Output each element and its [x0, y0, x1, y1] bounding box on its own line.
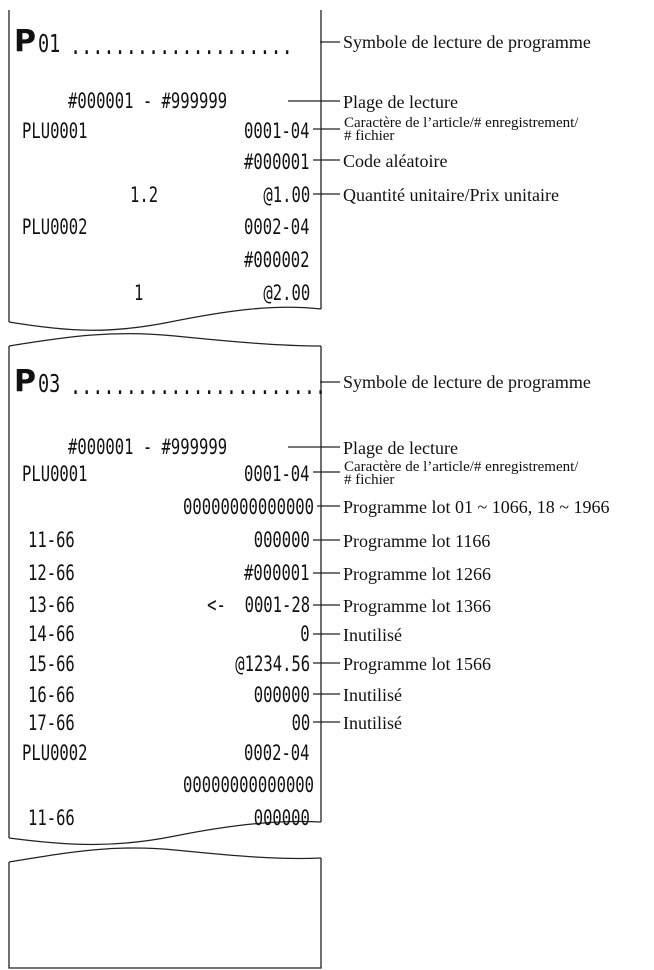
s2-row9-left: 17-66 — [28, 711, 75, 735]
s2-row8-left: 16-66 — [28, 683, 75, 707]
s2-row6-right: 0 — [300, 622, 310, 646]
s2-row3-left: 11-66 — [28, 528, 75, 552]
program-code-2: 03 — [38, 369, 61, 398]
tear-wave-1a — [9, 307, 321, 330]
s2-row7-left: 15-66 — [28, 652, 75, 676]
s2-row3-right: 000000 — [253, 528, 310, 552]
ann-range-2: Plage de lecture — [343, 438, 458, 458]
read-range: #000001 - #999999 — [68, 89, 228, 113]
s2-row7-right: @1234.56 — [235, 652, 310, 676]
s2-row5-left: 13-66 — [28, 593, 75, 617]
s2-row10-left: PLU0002 — [22, 741, 88, 765]
ann-unused-16: Inutilisé — [343, 685, 402, 705]
s2-row4-right: #000001 — [244, 561, 310, 585]
ann-item-2-line1: Caractère de l’article/# enregistrement/ — [344, 459, 579, 475]
ann-prog-1366: Programme lot 1366 — [343, 596, 491, 616]
ann-prog-1266: Programme lot 1266 — [343, 564, 491, 584]
ann-unused-14: Inutilisé — [343, 625, 402, 645]
s1-row3-left: 1.2 — [130, 183, 159, 207]
s1-row5-right: #000002 — [244, 248, 310, 272]
s2-row9-right: 00 — [291, 711, 310, 735]
ann-prog-1166: Programme lot 1166 — [343, 531, 491, 551]
s1-row6-right: @2.00 — [263, 281, 310, 305]
tear-wave-2b — [9, 848, 321, 862]
s2-row12-right: 000000 — [253, 806, 310, 830]
program-code: 01 — [38, 29, 61, 58]
receipt-edge-bottom — [9, 858, 321, 968]
s1-row2-right: #000001 — [244, 150, 310, 174]
s2-row2-right: 00000000000000 — [183, 495, 314, 519]
s2-row1-left: PLU0001 — [22, 462, 88, 486]
s2-row12-left: 11-66 — [28, 806, 75, 830]
ann-prog-1566: Programme lot 1566 — [343, 654, 491, 674]
program-dots: .................... — [70, 31, 293, 60]
ann-symbol-2: Symbole de lecture de programme — [343, 372, 591, 392]
program-symbol-p: P — [14, 24, 36, 59]
s2-row8-right: 000000 — [253, 683, 310, 707]
s1-row6-left: 1 — [134, 281, 144, 305]
ann-item-1-line2: # fichier — [344, 128, 395, 144]
ann-random-code: Code aléatoire — [343, 151, 448, 171]
s2-row6-left: 14-66 — [28, 622, 75, 646]
ann-item-2-line2: # fichier — [344, 472, 395, 488]
s2-row4-left: 12-66 — [28, 561, 75, 585]
ann-prog-01-18: Programme lot 01 ~ 1066, 18 ~ 1966 — [343, 497, 610, 517]
program-dots-2: ....................... — [70, 371, 327, 400]
s2-row11-right: 00000000000000 — [183, 773, 314, 797]
s1-row4-right: 0002-04 — [244, 215, 310, 239]
ann-unused-17: Inutilisé — [343, 713, 402, 733]
ann-range-1: Plage de lecture — [343, 92, 458, 112]
ann-symbol-1: Symbole de lecture de programme — [343, 32, 591, 52]
s1-row3-right: @1.00 — [263, 183, 310, 207]
s2-row5-right: <- 0001-28 — [207, 593, 310, 617]
read-range-2: #000001 - #999999 — [68, 435, 228, 459]
program-symbol-p-2: P — [14, 364, 36, 399]
tear-wave-1b — [9, 334, 321, 346]
s1-row1-right: 0001-04 — [244, 119, 310, 143]
ann-item-1-line1: Caractère de l’article/# enregistrement/ — [344, 115, 579, 131]
s2-row1-right: 0001-04 — [244, 462, 310, 486]
ann-qty-price: Quantité unitaire/Prix unitaire — [343, 185, 559, 205]
s1-row1-left: PLU0001 — [22, 119, 88, 143]
s1-row4-left: PLU0002 — [22, 215, 88, 239]
s2-row10-right: 0002-04 — [244, 741, 310, 765]
